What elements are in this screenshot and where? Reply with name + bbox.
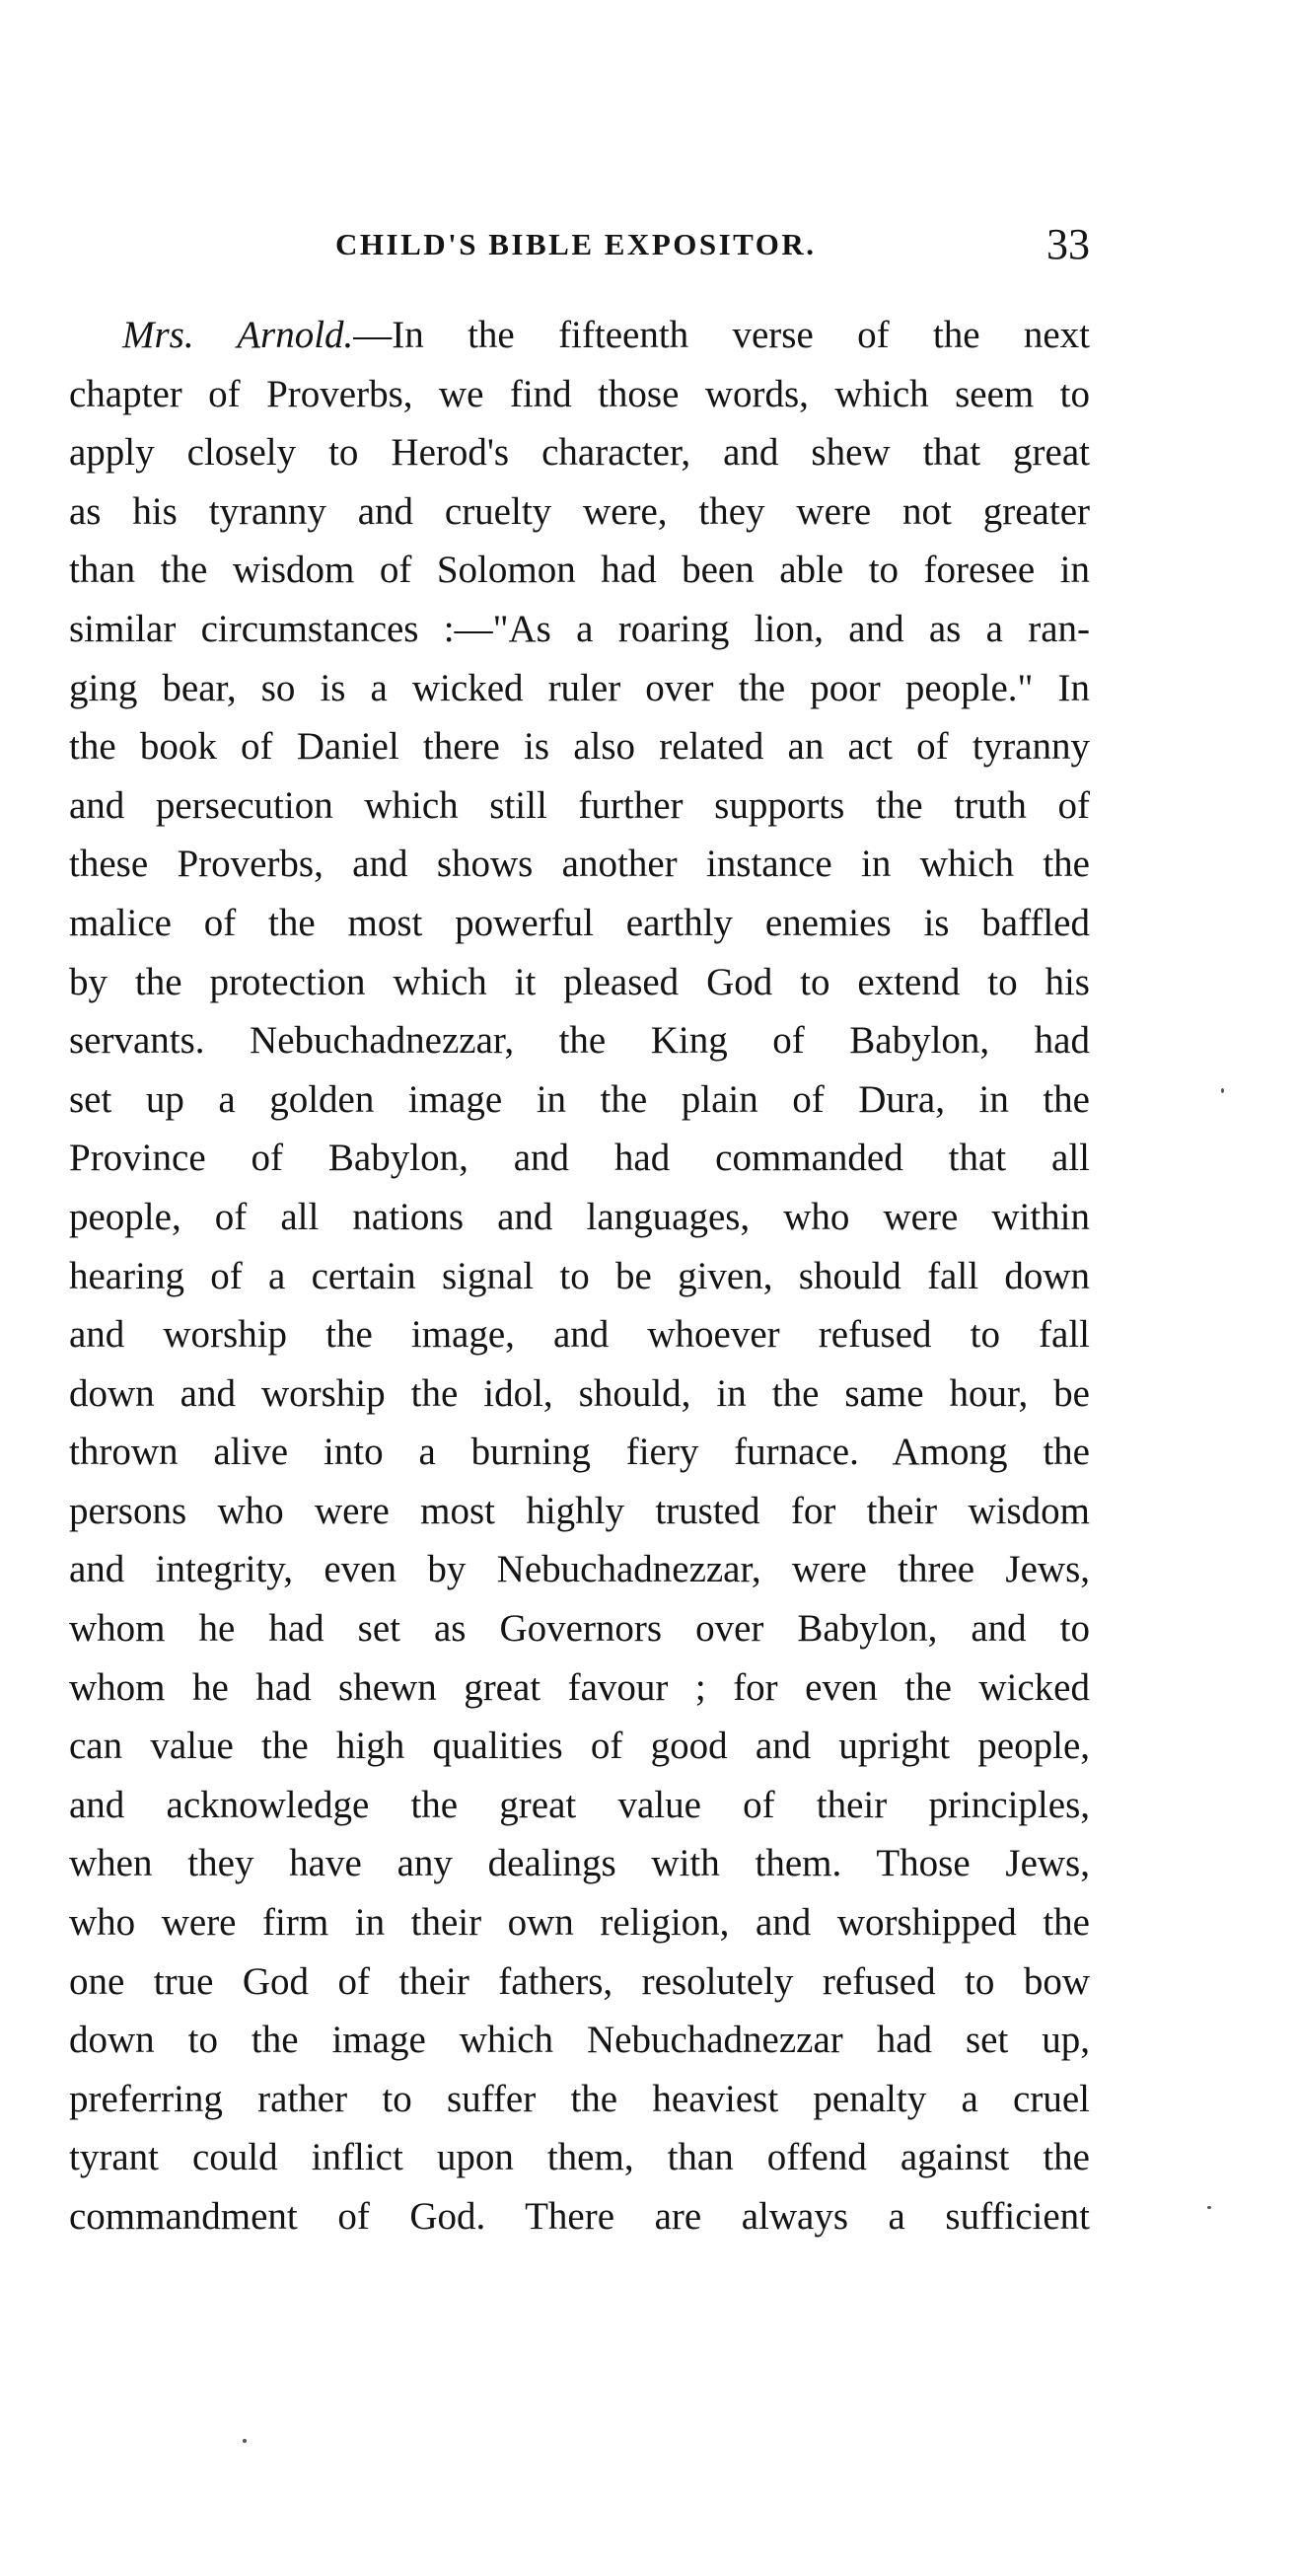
speaker-name: Mrs. Arnold.	[122, 314, 354, 356]
text-line-content: —In the fifteenth verse of the next	[353, 314, 1090, 356]
text-line: tyrant could inflict upon them, than offend against the	[69, 2136, 1090, 2179]
text-line: and persecution which still further supports the truth of	[69, 783, 1090, 827]
text-line: thrown alive into a burning fiery furnace. Among the	[69, 1431, 1090, 1474]
text-line: commandment of God. There are always a sufficient	[69, 2195, 1090, 2238]
text-line: similar circumstances :—"As a roaring lion, and as a ran-	[69, 607, 1090, 650]
text-line: people, of all nations and languages, who were within	[69, 1195, 1090, 1238]
text-line: ging bear, so is a wicked ruler over the poor people." In	[69, 666, 1090, 709]
text-line: preferring rather to suffer the heaviest penalty a cruel	[69, 2077, 1090, 2120]
text-line: whom he had shewn great favour ; for even the wicked	[69, 1665, 1090, 1709]
ink-speck	[1207, 2206, 1211, 2209]
body-paragraph	[69, 306, 1090, 2246]
text-line: down to the image which Nebuchadnezzar had set up,	[69, 2019, 1090, 2062]
text-line: and integrity, even by Nebuchadnezzar, were three Jews,	[69, 1548, 1090, 1591]
text-line: chapter of Proverbs, we find those words, which seem to	[69, 372, 1090, 415]
text-line: these Proverbs, and shows another instance in which the	[69, 843, 1090, 886]
text-line: than the wisdom of Solomon had been able to foresee in	[69, 549, 1090, 592]
running-title: CHILD'S BIBLE EXPOSITOR.	[335, 227, 817, 261]
text-line: the book of Daniel there is also related an act of tyranny	[69, 725, 1090, 769]
text-line: when they have any dealings with them. Those Jews,	[69, 1842, 1090, 1885]
ink-speck	[1221, 1088, 1224, 1093]
text-line: whom he had set as Governors over Babylon, and to	[69, 1607, 1090, 1651]
text-line: and acknowledge the great value of their principles,	[69, 1783, 1090, 1826]
text-line: who were firm in their own religion, and worshipped the	[69, 1901, 1090, 1945]
text-line: Province of Babylon, and had commanded that all	[69, 1137, 1090, 1180]
text-line: can value the high qualities of good and upright people,	[69, 1725, 1090, 1768]
ink-speck	[243, 2439, 247, 2443]
text-line: and worship the image, and whoever refused to fall	[69, 1313, 1090, 1357]
text-line: servants. Nebuchadnezzar, the King of Babylon, had	[69, 1019, 1090, 1063]
text-line: hearing of a certain signal to be given, should fall down	[69, 1254, 1090, 1297]
text-line: down and worship the idol, should, in the same hour, be	[69, 1371, 1090, 1415]
text-line: malice of the most powerful earthly enemies is baffled	[69, 901, 1090, 944]
text-line: by the protection which it pleased God to extend to his	[69, 960, 1090, 1003]
text-line: as his tyranny and cruelty were, they were not greater	[69, 489, 1090, 533]
page-number: 33	[1046, 220, 1090, 268]
text-line	[69, 306, 1090, 365]
text-line: set up a golden image in the plain of Dura, in the	[69, 1077, 1090, 1121]
text-line: persons who were most highly trusted for their wisdom	[69, 1489, 1090, 1532]
text-line: apply closely to Herod's character, and shew that great	[69, 431, 1090, 475]
text-line: one true God of their fathers, resolutely refused to bow	[69, 1959, 1090, 2003]
running-head	[69, 219, 1090, 268]
